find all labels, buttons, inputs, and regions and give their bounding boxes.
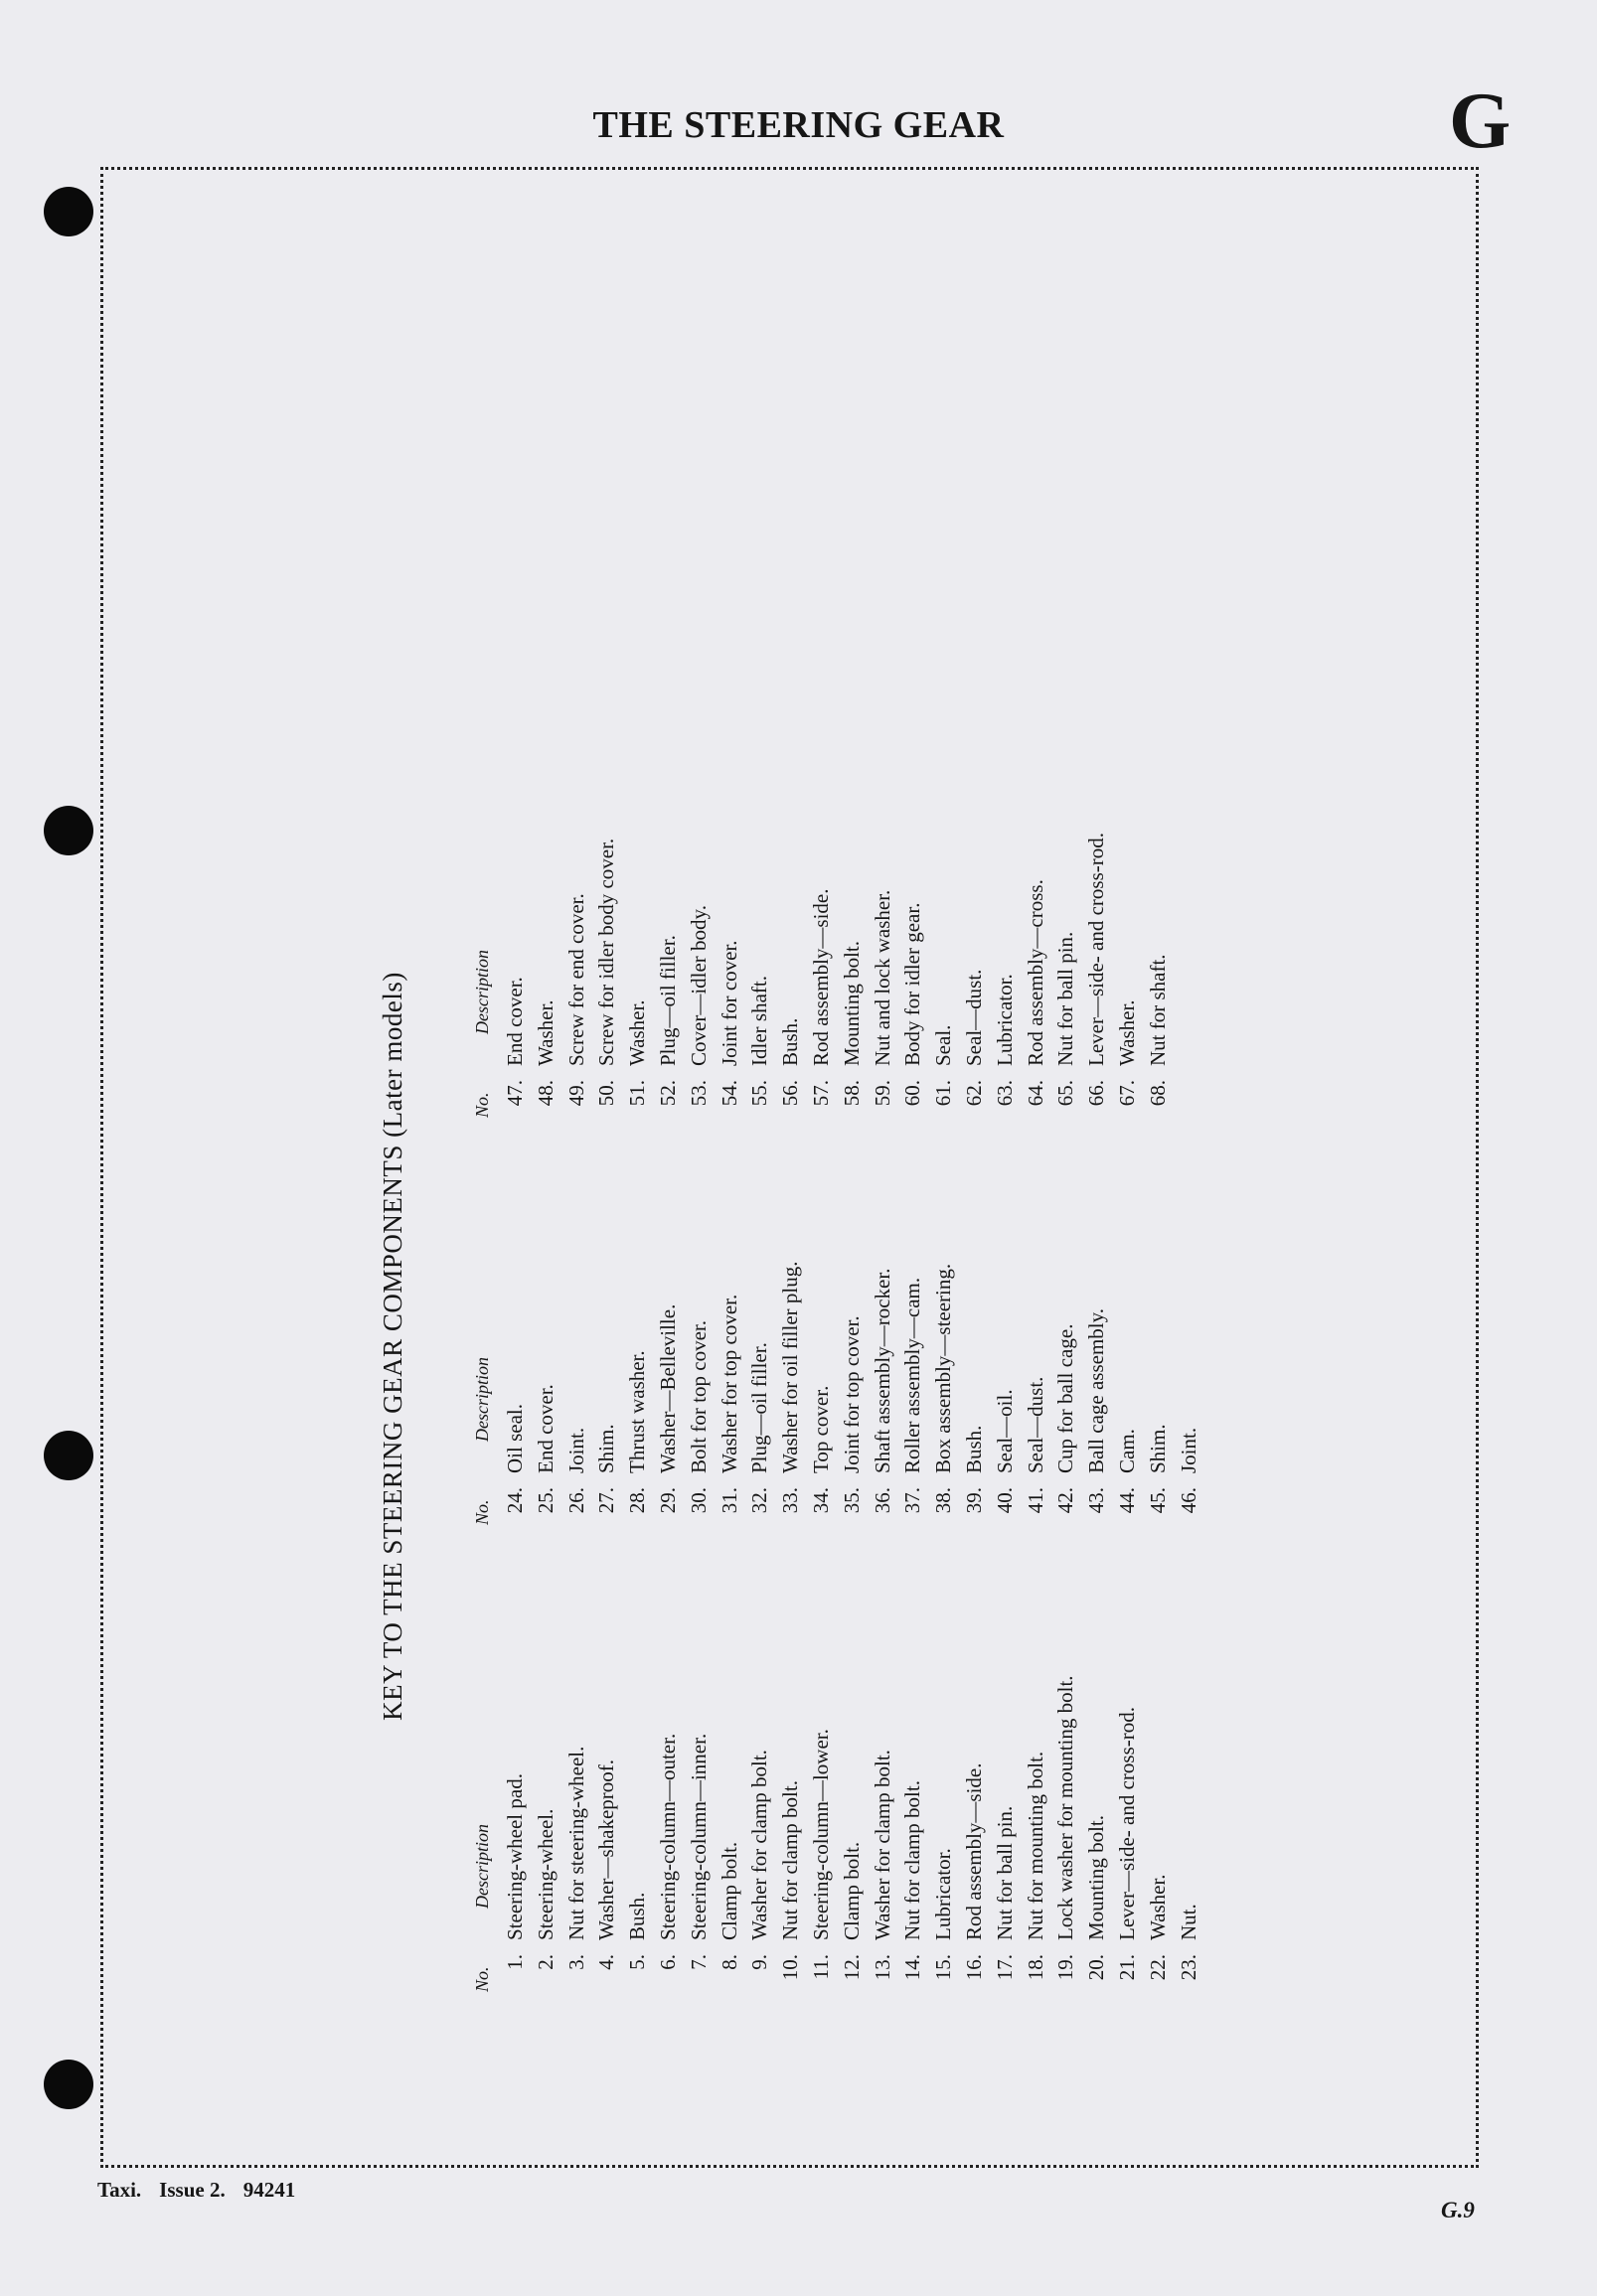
item-description: Ball cage assembly.: [1084, 1307, 1109, 1473]
item-number: 44.: [1114, 1487, 1139, 1514]
column-header: [464, 1675, 500, 1992]
item-number: 18.: [1023, 1954, 1047, 1981]
key-heading: KEY TO THE STEERING GEAR COMPONENTS (Later models): [378, 972, 407, 1721]
list-item: [1050, 833, 1081, 1118]
punch-hole: [44, 1431, 93, 1480]
list-item: [1021, 1675, 1051, 1992]
item-number: 29.: [655, 1487, 680, 1514]
item-number: 36.: [870, 1487, 894, 1514]
item-description: Seal—oil.: [992, 1389, 1017, 1473]
list-item: [928, 1262, 959, 1526]
item-description: Seal—dust.: [1023, 1376, 1047, 1473]
list-item: [775, 1262, 806, 1526]
item-description: Plug—oil filler.: [655, 935, 680, 1066]
list-item: [684, 1675, 715, 1992]
item-description: Steering-wheel.: [533, 1808, 558, 1940]
item-description: End cover.: [533, 1384, 558, 1473]
item-number: 30.: [686, 1487, 711, 1514]
item-description: Washer.: [533, 999, 558, 1066]
item-description: Washer.: [1145, 1874, 1170, 1940]
item-number: 39.: [961, 1487, 986, 1514]
item-description: Nut.: [1176, 1904, 1200, 1940]
item-description: Thrust washer.: [625, 1350, 650, 1473]
item-number: 28.: [625, 1487, 650, 1514]
list-item: [591, 1262, 622, 1526]
list-item: [1174, 1675, 1204, 1992]
list-item: [928, 1675, 959, 1992]
item-description: Roller assembly—cam.: [900, 1277, 925, 1473]
list-item: [1081, 1675, 1112, 1992]
column-header: [464, 1262, 500, 1526]
item-description: Lever—side- and cross-rod.: [1084, 833, 1109, 1066]
list-item: [775, 1675, 806, 1992]
item-description: End cover.: [503, 977, 527, 1066]
item-description: Idler shaft.: [747, 976, 772, 1066]
item-description: Washer—shakeproof.: [594, 1760, 619, 1940]
list-item: [744, 833, 775, 1118]
item-number: 12.: [839, 1954, 864, 1981]
item-description: Rod assembly—cross.: [1023, 879, 1047, 1066]
item-description: Washer for oil filler plug.: [778, 1261, 803, 1473]
list-item: [959, 1675, 990, 1992]
item-number: 2.: [533, 1954, 558, 1970]
list-item: [868, 833, 898, 1118]
item-description: Oil seal.: [503, 1404, 527, 1473]
item-number: 11.: [808, 1954, 833, 1980]
item-description: Shim.: [1145, 1424, 1170, 1473]
item-number: 63.: [992, 1080, 1017, 1107]
item-number: 60.: [900, 1080, 925, 1107]
item-description: Bush.: [625, 1892, 650, 1940]
item-number: 24.: [503, 1487, 527, 1514]
item-description: Mounting bolt.: [1084, 1814, 1109, 1940]
item-description: Cover—idler body.: [686, 905, 711, 1066]
list-item: [837, 1262, 868, 1526]
item-description: Joint.: [563, 1427, 588, 1473]
item-description: Washer for clamp bolt.: [747, 1750, 772, 1940]
item-description: Lubricator.: [931, 1848, 956, 1940]
item-number: 40.: [992, 1487, 1017, 1514]
item-description: Rod assembly—side.: [961, 1762, 986, 1940]
item-number: 31.: [717, 1487, 741, 1514]
item-number: 6.: [655, 1954, 680, 1970]
list-item: [500, 1675, 531, 1992]
item-description: Bush.: [778, 1017, 803, 1066]
list-item: [837, 833, 868, 1118]
list-item: [653, 1675, 684, 1992]
item-description: Mounting bolt.: [839, 940, 864, 1066]
list-item: [561, 1675, 592, 1992]
list-item: [622, 1675, 653, 1992]
item-number: 35.: [839, 1487, 864, 1514]
list-item: [897, 1262, 928, 1526]
item-number: 67.: [1114, 1080, 1139, 1107]
item-number: 9.: [747, 1954, 772, 1970]
list-item: [1143, 833, 1174, 1118]
item-description: Joint for top cover.: [839, 1315, 864, 1473]
key-column-2: [464, 1262, 1203, 1526]
item-number: 34.: [808, 1487, 833, 1514]
item-number: 43.: [1084, 1487, 1109, 1514]
item-number: 37.: [900, 1487, 925, 1514]
footer-code: 94241: [242, 2178, 296, 2202]
item-number: 47.: [503, 1080, 527, 1107]
item-number: 58.: [839, 1080, 864, 1107]
item-number: 49.: [563, 1080, 588, 1107]
list-item: [715, 1675, 745, 1992]
item-number: 66.: [1084, 1080, 1109, 1107]
list-item: [990, 1675, 1021, 1992]
list-item: [653, 1262, 684, 1526]
item-number: 17.: [992, 1954, 1017, 1981]
item-description: Body for idler gear.: [900, 902, 925, 1066]
footer-model: Taxi.: [97, 2178, 142, 2202]
item-number: 4.: [594, 1954, 619, 1970]
description-label: Description: [471, 1357, 492, 1442]
punch-hole: [44, 187, 93, 236]
list-item: [684, 833, 715, 1118]
item-description: Steering-column—inner.: [686, 1733, 711, 1940]
list-item: [531, 1675, 561, 1992]
item-number: 16.: [961, 1954, 986, 1981]
item-number: 5.: [625, 1954, 650, 1970]
list-item: [959, 1262, 990, 1526]
item-description: Cup for ball cage.: [1053, 1323, 1078, 1473]
list-item: [1021, 833, 1051, 1118]
footer-info: [97, 2178, 313, 2203]
item-number: 56.: [778, 1080, 803, 1107]
item-number: 1.: [503, 1954, 527, 1970]
item-number: 42.: [1053, 1487, 1078, 1514]
item-description: Screw for idler body cover.: [594, 838, 619, 1066]
item-number: 19.: [1053, 1954, 1078, 1981]
key-column-1: [464, 1675, 1203, 1992]
item-number: 68.: [1145, 1080, 1170, 1107]
section-letter: G: [1449, 77, 1512, 165]
list-item: [990, 833, 1021, 1118]
item-number: 23.: [1176, 1954, 1200, 1981]
item-description: Lubricator.: [992, 974, 1017, 1066]
list-item: [531, 833, 561, 1118]
item-number: 20.: [1084, 1954, 1109, 1981]
item-description: Nut and lock washer.: [870, 889, 894, 1066]
item-description: Nut for mounting bolt.: [1023, 1751, 1047, 1940]
list-item: [531, 1262, 561, 1526]
item-number: 32.: [747, 1487, 772, 1514]
item-number: 45.: [1145, 1487, 1170, 1514]
item-description: Box assembly—steering.: [931, 1263, 956, 1473]
item-description: Nut for ball pin.: [992, 1805, 1017, 1940]
punch-hole: [44, 2060, 93, 2109]
item-number: 65.: [1053, 1080, 1078, 1107]
list-item: [990, 1262, 1021, 1526]
list-item: [806, 1675, 837, 1992]
list-item: [622, 833, 653, 1118]
description-label: Description: [471, 950, 492, 1034]
item-number: 26.: [563, 1487, 588, 1514]
list-item: [1081, 833, 1112, 1118]
item-number: 59.: [870, 1080, 894, 1107]
punch-hole: [44, 806, 93, 855]
no-label: No.: [471, 1499, 492, 1525]
item-description: Top cover.: [808, 1385, 833, 1473]
item-number: 55.: [747, 1080, 772, 1107]
list-item: [1143, 1675, 1174, 1992]
item-number: 7.: [686, 1954, 711, 1970]
item-number: 54.: [717, 1080, 741, 1107]
list-item: [1021, 1262, 1051, 1526]
components-key: [373, 700, 1207, 1992]
list-item: [622, 1262, 653, 1526]
item-number: 53.: [686, 1080, 711, 1107]
list-item: [928, 833, 959, 1118]
list-item: [1112, 1262, 1143, 1526]
item-number: 13.: [870, 1954, 894, 1981]
item-description: Washer for top cover.: [717, 1294, 741, 1473]
list-item: [1174, 1262, 1204, 1526]
item-number: 25.: [533, 1487, 558, 1514]
item-description: Shaft assembly—rocker.: [870, 1268, 894, 1473]
item-description: Clamp bolt.: [717, 1841, 741, 1940]
item-description: Plug—oil filler.: [747, 1342, 772, 1473]
item-number: 57.: [808, 1080, 833, 1107]
item-description: Washer for clamp bolt.: [870, 1750, 894, 1940]
item-description: Nut for steering-wheel.: [563, 1746, 588, 1940]
list-item: [561, 1262, 592, 1526]
item-number: 27.: [594, 1487, 619, 1514]
list-item: [715, 1262, 745, 1526]
item-number: 33.: [778, 1487, 803, 1514]
footer-issue: Issue 2.: [159, 2178, 226, 2202]
item-number: 41.: [1023, 1487, 1047, 1514]
description-label: Description: [471, 1824, 492, 1909]
list-item: [897, 833, 928, 1118]
item-description: Nut for shaft.: [1145, 954, 1170, 1066]
item-description: Shim.: [594, 1424, 619, 1473]
list-item: [744, 1262, 775, 1526]
item-description: Bolt for top cover.: [686, 1320, 711, 1473]
no-label: No.: [471, 1966, 492, 1992]
column-header: [464, 833, 500, 1118]
item-number: 22.: [1145, 1954, 1170, 1981]
list-item: [500, 1262, 531, 1526]
list-item: [806, 833, 837, 1118]
item-description: Cam.: [1114, 1429, 1139, 1473]
item-description: Nut for clamp bolt.: [778, 1780, 803, 1940]
item-description: Joint for cover.: [717, 940, 741, 1066]
list-item: [591, 833, 622, 1118]
list-item: [653, 833, 684, 1118]
item-number: 3.: [563, 1954, 588, 1970]
item-number: 8.: [717, 1954, 741, 1970]
list-item: [1050, 1675, 1081, 1992]
item-number: 52.: [655, 1080, 680, 1107]
list-item: [1143, 1262, 1174, 1526]
no-label: No.: [471, 1092, 492, 1118]
list-item: [837, 1675, 868, 1992]
item-description: Washer—Belleville.: [655, 1303, 680, 1473]
item-number: 61.: [931, 1080, 956, 1107]
item-description: Nut for ball pin.: [1053, 931, 1078, 1066]
list-item: [806, 1262, 837, 1526]
item-number: 38.: [931, 1487, 956, 1514]
item-description: Lever—side- and cross-rod.: [1114, 1707, 1139, 1940]
list-item: [1050, 1262, 1081, 1526]
item-description: Washer.: [1114, 999, 1139, 1066]
list-item: [959, 833, 990, 1118]
page-title: THE STEERING GEAR: [592, 104, 1005, 146]
item-description: Screw for end cover.: [563, 893, 588, 1066]
list-item: [684, 1262, 715, 1526]
list-item: [1112, 1675, 1143, 1992]
item-number: 46.: [1176, 1487, 1200, 1514]
list-item: [868, 1262, 898, 1526]
item-description: Steering-column—lower.: [808, 1729, 833, 1940]
item-description: Steering-column—outer.: [655, 1733, 680, 1940]
list-item: [1112, 833, 1143, 1118]
item-description: Clamp bolt.: [839, 1841, 864, 1940]
key-column-3: [464, 833, 1174, 1118]
page-number: G.9: [1441, 2198, 1475, 2222]
item-description: Bush.: [961, 1425, 986, 1473]
item-number: 21.: [1114, 1954, 1139, 1981]
item-number: 62.: [961, 1080, 986, 1107]
item-number: 50.: [594, 1080, 619, 1107]
item-number: 15.: [931, 1954, 956, 1981]
item-number: 51.: [625, 1080, 650, 1107]
item-description: Lock washer for mounting bolt.: [1053, 1675, 1078, 1940]
list-item: [775, 833, 806, 1118]
item-description: Joint.: [1176, 1427, 1200, 1473]
list-item: [897, 1675, 928, 1992]
item-number: 64.: [1023, 1080, 1047, 1107]
list-item: [561, 833, 592, 1118]
item-description: Seal.: [931, 1024, 956, 1066]
item-number: 14.: [900, 1954, 925, 1981]
list-item: [1081, 1262, 1112, 1526]
list-item: [591, 1675, 622, 1992]
item-description: Rod assembly—side.: [808, 888, 833, 1066]
list-item: [744, 1675, 775, 1992]
item-description: Washer.: [625, 999, 650, 1066]
item-description: Seal—dust.: [961, 969, 986, 1066]
list-item: [715, 833, 745, 1118]
item-description: Nut for clamp bolt.: [900, 1780, 925, 1940]
item-description: Steering-wheel pad.: [503, 1773, 527, 1940]
list-item: [500, 833, 531, 1118]
item-number: 10.: [778, 1954, 803, 1981]
item-number: 48.: [533, 1080, 558, 1107]
list-item: [868, 1675, 898, 1992]
